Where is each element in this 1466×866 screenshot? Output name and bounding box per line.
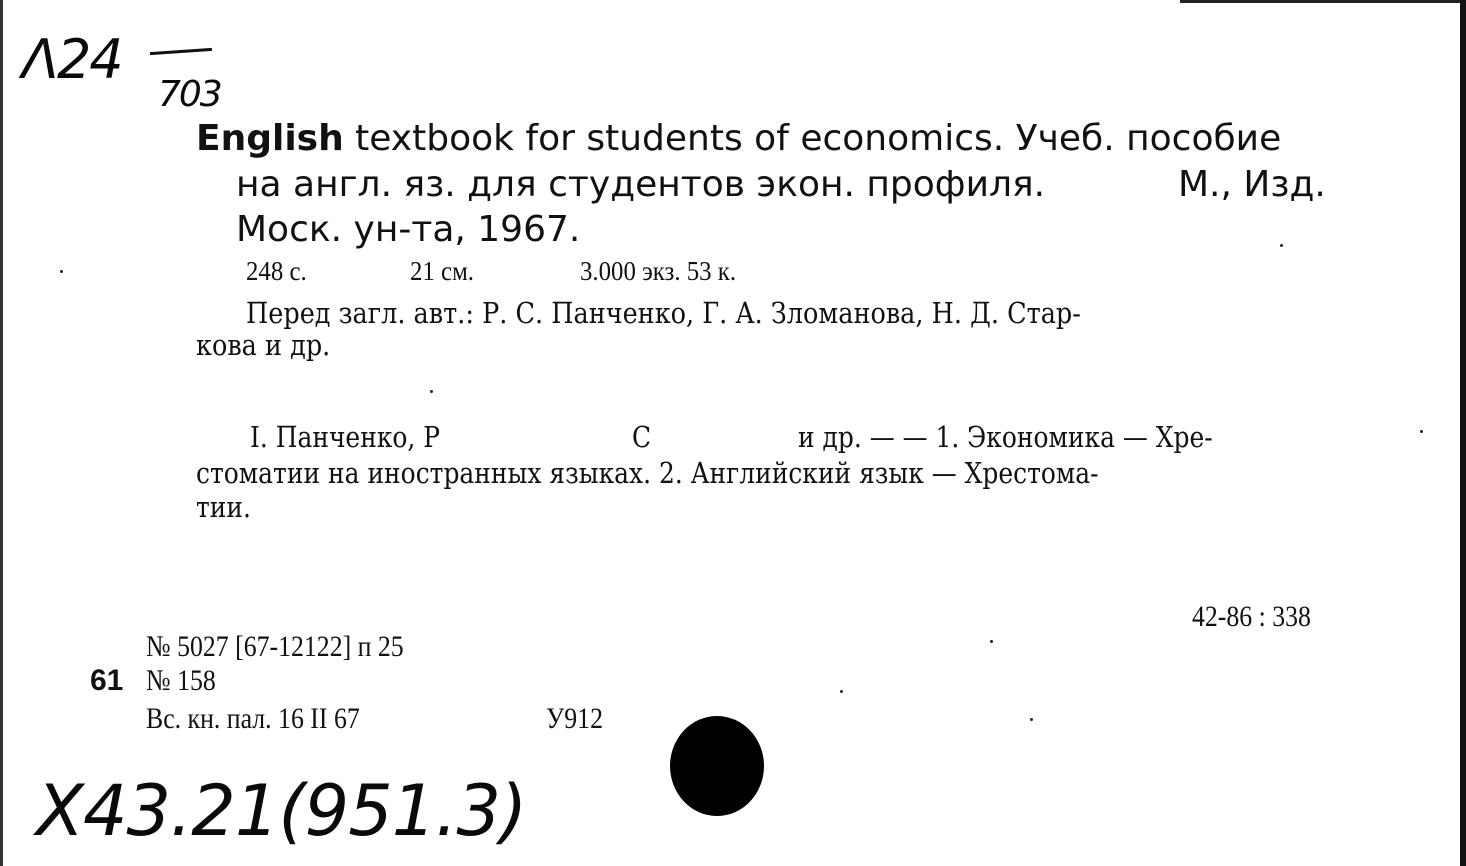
entry-publisher: Моск. ун-та, 1967.	[236, 209, 581, 250]
entry-place: М., Изд.	[1178, 164, 1326, 205]
handwritten-shelf-mark-sub: 703	[158, 74, 221, 115]
card-edge-top	[1180, 0, 1466, 3]
scan-speck	[1420, 430, 1423, 433]
scan-speck	[990, 640, 993, 643]
scan-speck	[60, 270, 63, 273]
scan-speck	[1030, 718, 1033, 721]
entry-subtitle: на англ. яз. для студентов экон. профиля.	[236, 164, 1046, 205]
entry-title-rest: textbook for students of economics. Учеб. пособие	[343, 118, 1282, 159]
entry-pages: 248 с.	[246, 256, 307, 286]
subject-line1-a: I. Панченко, Р	[250, 420, 441, 454]
entry-title	[196, 116, 1281, 161]
registry-line3-a: Вс. кн. пал. 16 II 67	[146, 702, 360, 735]
scan-speck	[840, 690, 843, 693]
handwritten-classification: X43.21(951.3)	[36, 770, 527, 852]
entry-authors-line1: Перед загл. авт.: Р. С. Панченко, Г. А. Зломанова, Н. Д. Стар-	[246, 296, 1081, 330]
registry-line3-b: У912	[546, 702, 603, 735]
entry-title-bold: English	[196, 118, 344, 159]
registry-line2: № 158	[146, 664, 216, 697]
registry-line1: № 5027 [67-12122] п 25	[146, 630, 404, 663]
card-punch-hole	[670, 716, 764, 816]
scan-speck	[1280, 244, 1283, 247]
entry-copies-price: 3.000 экз. 53 к.	[580, 256, 737, 286]
entry-authors-line2: кова и др.	[196, 328, 331, 362]
subject-line2: стоматии на иностранных языках. 2. Английский язык — Хрестома-	[196, 456, 1099, 490]
handwritten-fraction-line	[150, 48, 212, 55]
card-edge-left	[0, 0, 3, 866]
scan-speck	[430, 390, 433, 393]
subject-line1-b: С	[632, 420, 652, 454]
subject-line1-c: и др. — — 1. Экономика — Хре-	[798, 420, 1213, 454]
classification-code: 42-86 : 338	[1192, 600, 1311, 633]
subject-line3: тии.	[196, 490, 251, 524]
handwritten-shelf-mark: Λ24	[22, 28, 122, 91]
entry-size: 21 см.	[410, 256, 475, 286]
registry-prefix: 61	[90, 664, 124, 697]
card-edge-right	[1460, 0, 1466, 866]
